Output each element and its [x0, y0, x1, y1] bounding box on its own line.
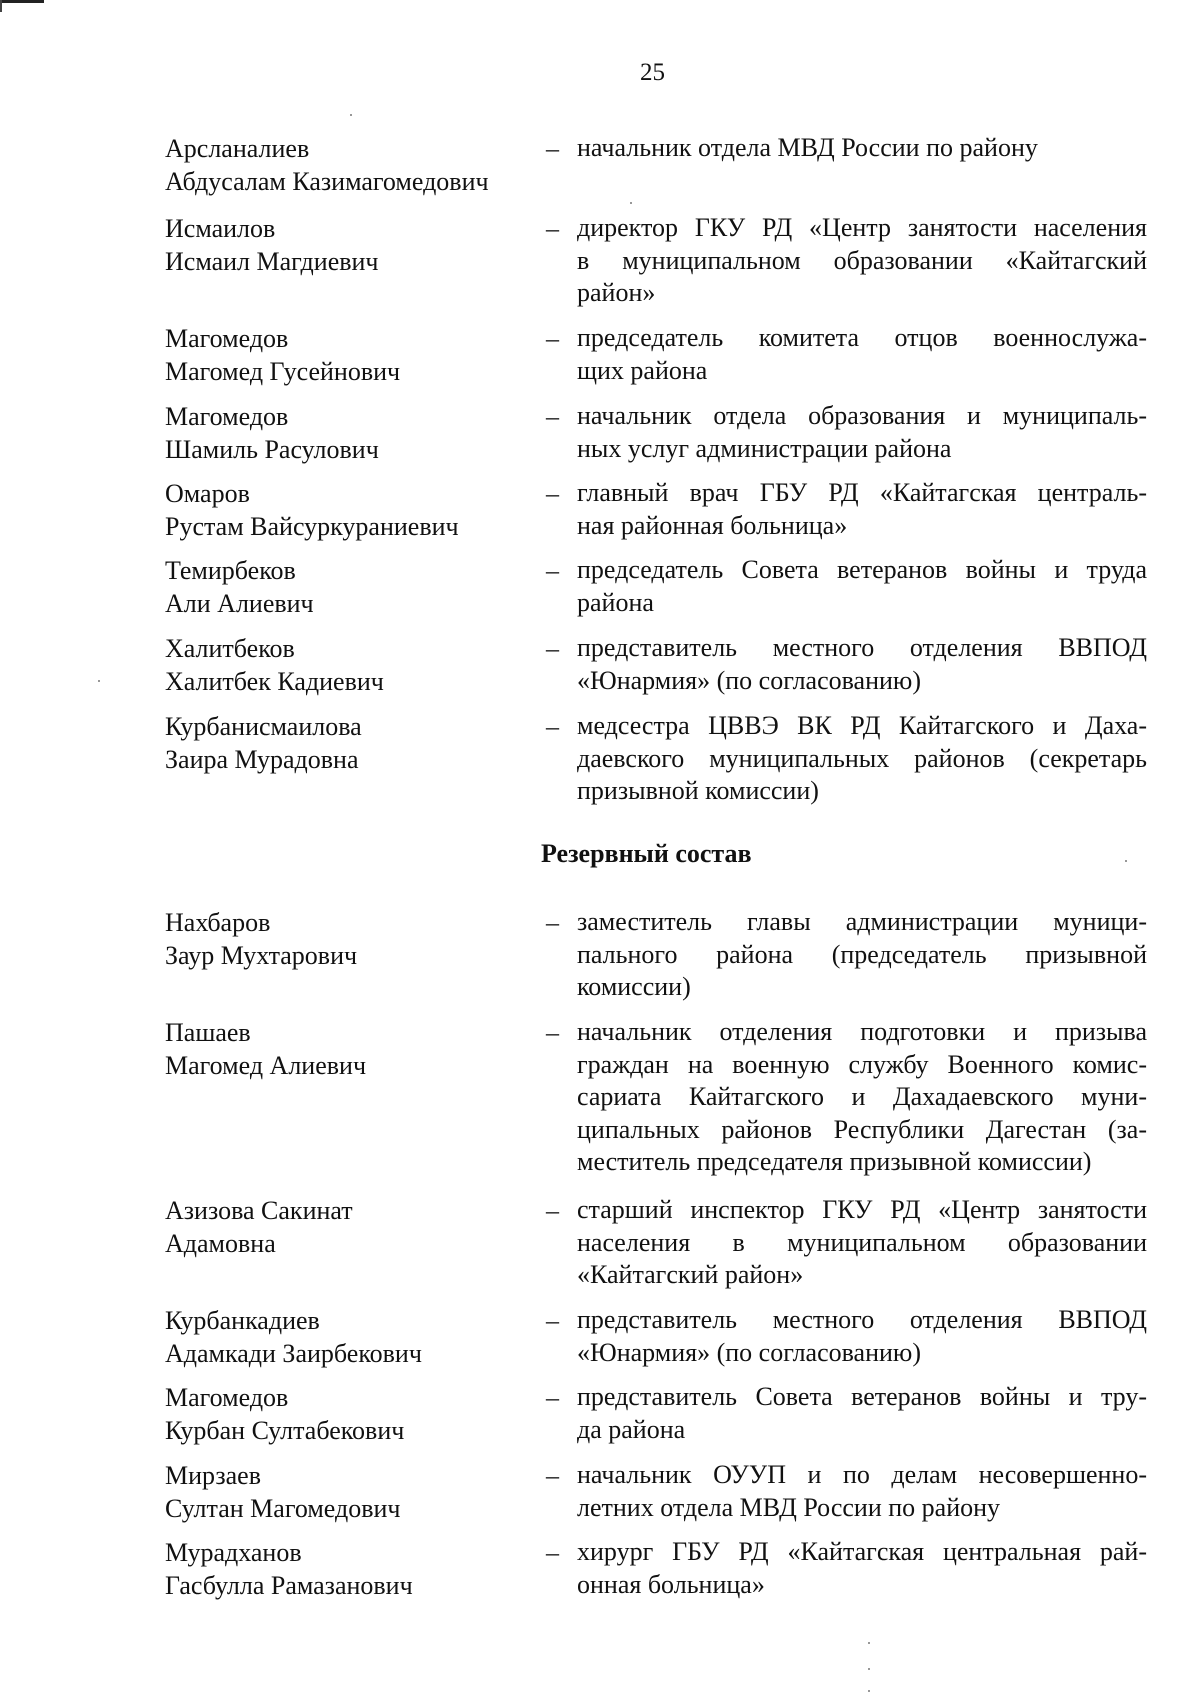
member-surname: Магомедов — [165, 324, 289, 353]
member-surname: Магомедов — [165, 1383, 289, 1412]
member-role-line: района — [577, 587, 654, 617]
member-role-line: представитель местного отделения ВВПОД — [577, 633, 1147, 662]
member-role — [577, 1304, 1147, 1369]
member-role-line: ная районная больница» — [577, 510, 848, 540]
member-role — [577, 1536, 1147, 1601]
member-name — [165, 1304, 540, 1370]
scan-speck — [868, 1690, 870, 1692]
member-given-names: Гасбулла Рамазанович — [165, 1571, 413, 1600]
member-given-names: Султан Магомедович — [165, 1494, 401, 1523]
member-given-names: Рустам Вайсуркураниевич — [165, 512, 459, 541]
entry-dash: – — [546, 1196, 559, 1225]
entry-dash: – — [546, 1538, 559, 1567]
member-role-line: ных услуг администрации района — [577, 433, 952, 463]
scan-speck — [350, 114, 352, 116]
member-role-line: заместитель главы администрации муници- — [577, 907, 1147, 936]
entry-dash: – — [546, 1383, 559, 1412]
member-surname: Азизова Сакинат — [165, 1196, 353, 1225]
member-given-names: Заира Мурадовна — [165, 745, 359, 774]
member-name — [165, 477, 540, 543]
member-name — [165, 632, 540, 698]
member-name — [165, 400, 540, 466]
entry-dash: – — [546, 1461, 559, 1490]
member-role-line: летних отдела МВД России по району — [577, 1492, 1001, 1522]
member-surname: Мурадханов — [165, 1538, 302, 1567]
entry-dash: – — [546, 712, 559, 741]
entry-dash: – — [546, 634, 559, 663]
member-role-line: населения в муниципальном образовании — [577, 1227, 1147, 1257]
member-role-line: хирург ГБУ РД «Кайтагская центральная рай- — [577, 1537, 1147, 1566]
member-role-line: «Кайтагский район» — [577, 1260, 804, 1289]
member-role-line: в муниципальном образовании «Кайтагский — [577, 245, 1147, 275]
member-role-line: главный врач ГБУ РД «Кайтагская централь- — [577, 478, 1147, 507]
member-surname: Курбанкадиев — [165, 1306, 320, 1335]
member-name — [165, 906, 540, 972]
member-role-line: начальник ОУУП и по делам несовершенно- — [577, 1460, 1147, 1489]
member-surname: Арсланалиев — [165, 134, 310, 163]
member-given-names: Шамиль Расулович — [165, 435, 379, 464]
member-name — [165, 322, 540, 388]
page-number: 25 — [640, 59, 665, 86]
scan-speck — [98, 680, 100, 682]
member-surname: Магомедов — [165, 402, 289, 431]
member-given-names: Адамовна — [165, 1229, 276, 1258]
member-name — [165, 1459, 540, 1525]
member-given-names: Курбан Султабекович — [165, 1416, 405, 1445]
member-role-line: онная больница» — [577, 1569, 765, 1599]
member-role-line: начальник отдела образования и муниципаль- — [577, 401, 1147, 430]
member-given-names: Исмаил Магдиевич — [165, 247, 379, 276]
member-role-line: старший инспектор ГКУ РД «Центр занятости — [577, 1195, 1147, 1224]
member-role-line: представитель Совета ветеранов войны и тру- — [577, 1382, 1147, 1411]
member-surname: Пашаев — [165, 1018, 251, 1047]
member-role-line: район» — [577, 278, 656, 307]
member-role-line: даевского муниципальных районов (секретарь — [577, 743, 1147, 773]
entry-dash: – — [546, 1306, 559, 1335]
member-given-names: Магомед Гусейнович — [165, 357, 401, 386]
member-given-names: Заур Мухтарович — [165, 941, 358, 970]
member-role-line: представитель местного отделения ВВПОД — [577, 1305, 1147, 1334]
member-role — [577, 1194, 1147, 1292]
member-role — [577, 400, 1147, 465]
member-role-line: комиссии) — [577, 972, 691, 1001]
member-given-names: Адамкади Заирбекович — [165, 1339, 422, 1368]
member-role — [577, 322, 1147, 387]
scan-speck — [868, 1668, 870, 1670]
member-role-line: меститель председателя призывной комиссии) — [577, 1147, 1092, 1176]
member-role-line: «Юнармия» (по согласованию) — [577, 1337, 922, 1367]
member-role-line: граждан на военную службу Военного комис- — [577, 1049, 1147, 1079]
member-role-line: ципальных районов Республики Дагестан (за- — [577, 1114, 1147, 1144]
member-role-line: председатель Совета ветеранов войны и труда — [577, 555, 1147, 584]
member-surname: Омаров — [165, 479, 250, 508]
member-role — [577, 710, 1147, 808]
member-given-names: Магомед Алиевич — [165, 1051, 367, 1080]
entry-dash: – — [546, 214, 559, 243]
entry-dash: – — [546, 479, 559, 508]
member-role-line: сариата Кайтагского и Дахадаевского муни- — [577, 1082, 1147, 1111]
reserve-section-heading: Резервный состав — [541, 839, 752, 868]
entry-dash: – — [546, 402, 559, 431]
member-role — [577, 554, 1147, 619]
member-given-names: Халитбек Кадиевич — [165, 667, 384, 696]
member-name — [165, 132, 540, 198]
member-name — [165, 710, 540, 776]
entry-dash: – — [546, 1018, 559, 1047]
member-role-line: начальник отделения подготовки и призыва — [577, 1017, 1147, 1046]
member-surname: Курбанисмаилова — [165, 712, 362, 741]
member-role-line: «Юнармия» (по согласованию) — [577, 665, 922, 695]
member-name — [165, 1194, 540, 1260]
member-role-line: директор ГКУ РД «Центр занятости населения — [577, 213, 1147, 242]
member-name — [165, 1381, 540, 1447]
member-given-names: Али Алиевич — [165, 589, 314, 618]
member-role — [577, 1016, 1147, 1179]
entry-dash: – — [546, 908, 559, 937]
scan-speck — [1125, 860, 1127, 862]
member-role-line: призывной комиссии) — [577, 776, 819, 805]
member-name — [165, 1536, 540, 1602]
entry-dash: – — [546, 324, 559, 353]
member-name — [165, 1016, 540, 1082]
entry-dash: – — [546, 556, 559, 585]
member-role — [577, 632, 1147, 697]
member-role-line: председатель комитета отцов военнослужа- — [577, 323, 1147, 352]
member-role — [577, 132, 1147, 165]
member-role-line: медсестра ЦВВЭ ВК РД Кайтагского и Даха- — [577, 711, 1147, 740]
member-surname: Темирбеков — [165, 556, 296, 585]
entry-dash: – — [546, 134, 559, 163]
scan-speck — [630, 202, 632, 204]
member-given-names: Абдусалам Казимагомедович — [165, 167, 489, 196]
member-role-line: начальник отдела МВД России по району — [577, 133, 1038, 162]
scan-speck — [868, 1642, 870, 1644]
member-surname: Нахбаров — [165, 908, 271, 937]
member-name — [165, 554, 540, 620]
member-role — [577, 906, 1147, 1004]
member-role-line: да района — [577, 1414, 686, 1444]
member-surname: Исмаилов — [165, 214, 276, 243]
member-surname: Мирзаев — [165, 1461, 261, 1490]
member-surname: Халитбеков — [165, 634, 295, 663]
member-role-line: щих района — [577, 355, 708, 385]
member-role — [577, 477, 1147, 542]
member-role — [577, 212, 1147, 310]
member-role — [577, 1381, 1147, 1446]
member-role-line: пального района (председатель призывной — [577, 939, 1147, 969]
member-name — [165, 212, 540, 278]
member-role — [577, 1459, 1147, 1524]
